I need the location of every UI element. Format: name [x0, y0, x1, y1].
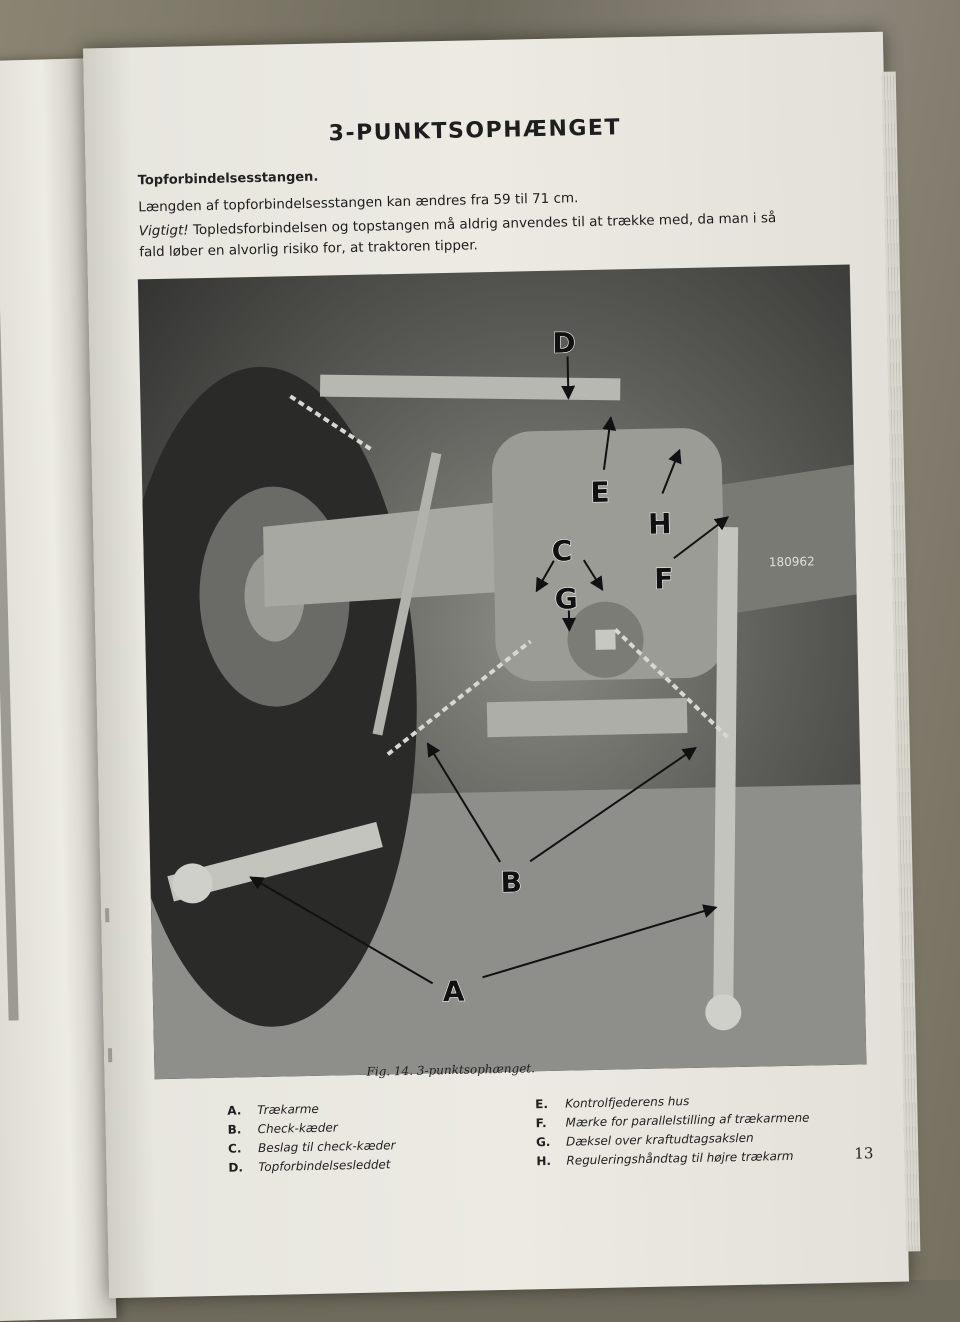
drawbar-bracket [487, 698, 688, 737]
legend-text: Kontrolfjederens hus [565, 1092, 689, 1114]
legend-key: F. [535, 1114, 565, 1134]
callout-a: A [442, 975, 465, 1008]
left-page-figure-edge [0, 151, 19, 1021]
arrow-d [568, 356, 569, 398]
page-number: 13 [854, 1144, 873, 1162]
warning-text: Topledsforbindelsen og topstangen må aldrig anvendes til at trække med, da man i så fald løber en alvorlig risiko for, at traktoren tipper. [139, 210, 776, 260]
legend-key: B. [227, 1120, 257, 1140]
binding-staple [105, 908, 109, 922]
legend-key: A. [227, 1101, 257, 1121]
figure-caption: Fig. 14. 3-punktsophænget. [366, 1061, 535, 1079]
callout-g: G [554, 582, 578, 615]
legend-item [228, 1155, 396, 1178]
pto-shaft [595, 629, 615, 649]
figure-photo [138, 265, 867, 1080]
legend-left [227, 1098, 396, 1177]
legend-text: Check-kæder [257, 1118, 337, 1139]
page-title: 3-PUNKTSOPHÆNGET [315, 115, 635, 147]
manual-page [83, 32, 909, 1298]
casting-number: 180962 [769, 554, 815, 569]
binding-staple [108, 1048, 112, 1062]
legend-text: Beslag til check-kæder [258, 1136, 396, 1158]
legend-key: D. [228, 1158, 258, 1178]
callout-e: E [590, 476, 610, 509]
legend-key: G. [536, 1133, 566, 1153]
legend-key: C. [228, 1139, 258, 1159]
callout-b: B [500, 866, 522, 899]
callout-c: C [551, 534, 572, 567]
top-link [320, 379, 620, 395]
section-heading: Topforbindelsesstangen. [138, 170, 319, 189]
legend-key: H. [536, 1152, 566, 1172]
legend-right [535, 1090, 810, 1172]
legend-text: Trækarme [257, 1100, 319, 1120]
legend-text: Mærke for parallelstilling af trækarmene [565, 1109, 809, 1133]
legend-key: E. [535, 1095, 565, 1115]
legend-text: Topforbindelsesleddet [258, 1155, 390, 1177]
callout-d: D [552, 326, 576, 359]
paragraph-length: Længden af topforbindelsesstangen kan ændres fra 59 til 71 cm. [138, 184, 788, 219]
legend-text: Reguleringshåndtag til højre trækarm [566, 1147, 794, 1171]
callout-f: F [654, 562, 674, 595]
warning-emphasis: Vigtigt! [139, 222, 189, 239]
callout-h: H [648, 507, 672, 540]
tractor-hitch-illustration [138, 265, 867, 1080]
legend-text: Dæksel over kraftudtagsakslen [566, 1129, 754, 1152]
